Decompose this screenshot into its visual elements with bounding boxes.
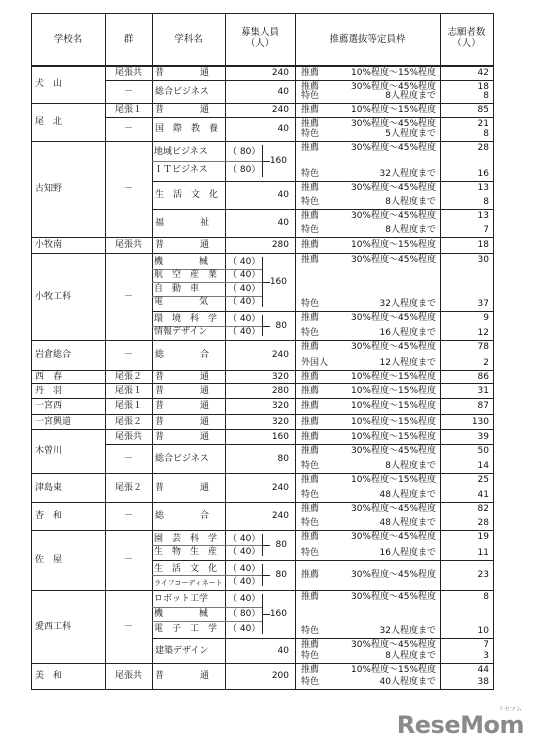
dept-name: 普 通 [155, 431, 210, 442]
applicant-count: 19 [477, 532, 489, 542]
dept-name: 機 械 [154, 256, 209, 267]
row-rule [152, 638, 493, 639]
quota-detail: 30%程度～45%程度 [350, 446, 436, 456]
quota-type: 特色 [301, 626, 320, 636]
quota-type: 推薦 [301, 665, 320, 675]
quota-detail: 30%程度～45%程度 [350, 82, 436, 92]
row-rule [31, 253, 493, 254]
quota-type: 特色 [301, 169, 320, 179]
dept-name: 普 通 [155, 671, 210, 681]
applicant-count: 39 [477, 431, 489, 442]
quota-detail: 10%程度～15%程度 [350, 416, 436, 427]
dept-name: 電 気 [154, 297, 209, 308]
school-name: 愛西工科 [35, 621, 72, 632]
dept-name: 生 活 文 化 [154, 563, 218, 574]
school-name: 一宮興道 [35, 416, 72, 427]
school-name: 西 春 [35, 371, 63, 382]
dept-capacity: （ 80） [228, 609, 261, 619]
school-name: 岩倉総合 [35, 350, 72, 360]
quota-detail: 30%程度～45%程度 [350, 119, 436, 129]
capacity-value: 40 [277, 218, 289, 228]
quota-detail: 30%程度～45%程度 [350, 183, 436, 193]
table-border-left [31, 13, 32, 689]
school-name: 小牧工科 [35, 291, 72, 302]
quota-detail: 16人程度まで [379, 328, 436, 338]
group-label: 尾張１ [114, 105, 142, 115]
school-name: 木曽川 [35, 446, 63, 456]
applicant-count: 37 [477, 299, 489, 309]
row-rule [31, 502, 493, 503]
quota-type: 推薦 [301, 592, 320, 602]
quota-type: 推薦 [301, 570, 320, 580]
row-rule [105, 444, 493, 445]
dept-capacity: （ 40） [228, 270, 261, 281]
applicant-count: 50 [477, 446, 489, 456]
dept-name: 地域ビジネス [154, 147, 208, 157]
applicant-count: 9 [483, 313, 489, 323]
quota-type: 特色 [301, 677, 320, 687]
column-rule [152, 13, 153, 689]
dept-name: 国 際 教 養 [155, 124, 219, 134]
quota-type: 外国人 [301, 358, 329, 368]
school-name: 美 和 [35, 671, 63, 681]
dept-capacity: （ 40） [228, 533, 261, 544]
dept-capacity: （ 40） [228, 546, 261, 557]
group-label: － [123, 453, 133, 464]
quota-detail: 10%程度～15%程度 [350, 431, 436, 442]
quota-type: 推薦 [301, 342, 320, 352]
quota-type: 特色 [301, 518, 320, 528]
dept-name: 普 通 [155, 67, 210, 78]
quota-type: 特色 [301, 129, 320, 139]
school-name: 杏 和 [35, 511, 63, 521]
group-label: 尾張２ [114, 416, 142, 427]
applicant-count: 13 [477, 183, 489, 193]
quota-type: 推薦 [301, 475, 320, 485]
capacity-value: 160 [269, 609, 287, 619]
group-label: － [123, 124, 133, 134]
header-group: 群 [123, 34, 134, 45]
row-rule [31, 398, 493, 399]
row-rule [31, 429, 493, 430]
group-label: 尾張２ [114, 371, 142, 382]
quota-detail: 12人程度まで [379, 358, 436, 368]
capacity-value: 160 [269, 277, 287, 287]
applicant-count: 7 [483, 640, 489, 650]
quota-detail: 40人程度まで [379, 677, 436, 687]
quota-type: 推薦 [301, 119, 320, 129]
quota-type: 特色 [301, 461, 320, 471]
row-rule [152, 311, 493, 312]
row-rule [31, 383, 493, 384]
applicant-count: 78 [477, 342, 489, 352]
applicant-count: 16 [477, 169, 489, 179]
dept-sub-rule [152, 621, 262, 622]
capacity-value: 40 [277, 86, 289, 97]
applicant-count: 38 [477, 677, 489, 687]
row-rule [31, 340, 493, 341]
applicant-count: 23 [477, 570, 489, 580]
dept-name: 普 通 [155, 105, 210, 115]
school-name: 尾 北 [35, 117, 63, 127]
applicant-count: 42 [477, 67, 489, 78]
capacity-value: 280 [271, 240, 289, 250]
table-border-top [31, 13, 493, 14]
row-rule [31, 590, 493, 591]
dept-name: 環 境 科 学 [154, 314, 218, 325]
school-name: 一宮西 [35, 401, 63, 411]
capacity-value: 40 [277, 645, 289, 656]
dept-name: 園 芸 科 学 [154, 533, 218, 544]
applicant-count: 86 [477, 371, 489, 382]
quota-detail: 48人程度まで [379, 518, 436, 528]
school-name: 古知野 [35, 184, 63, 194]
capacity-value: 240 [271, 105, 289, 115]
dept-capacity: （ 80） [228, 165, 261, 175]
quota-type: 推薦 [301, 105, 320, 115]
applicant-count: 44 [477, 665, 489, 675]
applicant-count: 21 [477, 119, 489, 129]
dept-name: 建築デザイン [155, 645, 209, 656]
row-rule [31, 473, 493, 474]
capacity-value: 160 [271, 431, 289, 442]
quota-detail: 8人程度まで [385, 651, 436, 661]
dept-name: 生 活 文 化 [155, 190, 219, 200]
quota-detail: 10%程度～15%程度 [350, 67, 436, 78]
dept-name: 機 械 [154, 609, 209, 619]
dept-sub-rule [152, 161, 262, 162]
group-label: 尾張１ [114, 401, 142, 411]
quota-detail: 30%程度～45%程度 [350, 592, 436, 602]
dept-capacity: （ 40） [228, 297, 261, 308]
capacity-value: 200 [271, 671, 289, 681]
group-label: 尾張共 [114, 671, 142, 681]
quota-detail: 30%程度～45%程度 [350, 211, 436, 221]
dept-name: 普 通 [155, 401, 210, 411]
group-label: － [123, 621, 133, 632]
quota-detail: 32人程度まで [379, 626, 436, 636]
group-label: 尾張２ [114, 482, 142, 493]
dept-capacity: （ 40） [228, 314, 261, 325]
quota-detail: 30%程度～45%程度 [350, 342, 436, 352]
quota-detail: 30%程度～45%程度 [350, 532, 436, 542]
column-rule [440, 13, 441, 689]
school-name: 津島東 [35, 482, 63, 493]
row-rule [31, 237, 493, 238]
capacity-value: 280 [271, 385, 289, 396]
quota-detail: 8人程度まで [385, 91, 436, 101]
quota-type: 特色 [301, 548, 320, 558]
dept-name: ライフコーディネート [154, 578, 223, 587]
row-rule [31, 414, 493, 415]
applicant-count: 8 [483, 197, 489, 207]
row-rule [31, 663, 493, 664]
applicant-count: 12 [477, 328, 489, 338]
quota-type: 推薦 [301, 313, 320, 323]
quota-type: 推薦 [301, 143, 320, 153]
applicant-count: 8 [483, 129, 489, 139]
applicant-count: 41 [477, 490, 489, 500]
header-capacity: 募集人員 （人） [240, 27, 279, 49]
quota-type: 推薦 [301, 211, 320, 221]
quota-detail: 48人程度まで [379, 490, 436, 500]
dept-capacity: （ 80） [228, 147, 261, 157]
group-label: 尾張共 [114, 67, 142, 78]
column-rule [295, 13, 296, 689]
group-label: － [123, 350, 133, 360]
quota-type: 推薦 [301, 240, 320, 250]
dept-name: 電 子 工 学 [154, 623, 218, 634]
capacity-value: 40 [277, 124, 289, 134]
applicant-count: 25 [477, 475, 489, 485]
group-label: 尾張共 [114, 240, 142, 250]
logo-kana: リセマム [498, 706, 522, 713]
quota-detail: 8人程度まで [385, 461, 436, 471]
quota-detail: 10%程度～15%程度 [350, 240, 436, 250]
capacity-value: 160 [269, 156, 287, 166]
applicant-count: 8 [483, 592, 489, 602]
group-label: － [123, 291, 133, 302]
applicant-count: 14 [477, 461, 489, 471]
quota-detail: 30%程度～45%程度 [350, 143, 436, 153]
quota-detail: 10%程度～15%程度 [350, 385, 436, 396]
capacity-value: 80 [275, 320, 287, 331]
dept-name: 福 祉 [155, 218, 210, 228]
quota-type: 推薦 [301, 67, 320, 78]
applicant-count: 30 [477, 255, 489, 265]
header-school: 学校名 [53, 34, 83, 45]
dept-name: 航 空 産 業 [154, 270, 218, 281]
applicant-count: 28 [477, 518, 489, 528]
school-name: 丹 羽 [35, 385, 63, 396]
quota-detail: 10%程度～15%程度 [350, 475, 436, 485]
dept-name: 普 通 [155, 385, 210, 396]
dept-name: ＩＴビジネス [154, 165, 208, 175]
quota-type: 推薦 [301, 446, 320, 456]
quota-type: 推薦 [301, 431, 320, 442]
row-rule [31, 103, 493, 104]
group-label: － [123, 86, 133, 97]
dept-name: 普 通 [155, 240, 210, 250]
row-rule [105, 117, 493, 118]
dept-name: 総合ビジネス [155, 86, 209, 97]
capacity-value: 80 [275, 570, 287, 580]
dept-name: 普 通 [155, 416, 210, 427]
dept-capacity: （ 40） [228, 623, 261, 634]
quota-detail: 30%程度～45%程度 [350, 504, 436, 514]
quota-type: 推薦 [301, 532, 320, 542]
group-label: － [123, 184, 133, 194]
row-rule [152, 209, 493, 210]
group-label: 尾張１ [114, 385, 142, 396]
row-rule [31, 530, 493, 531]
applicant-count: 8 [483, 91, 489, 101]
quota-detail: 32人程度まで [379, 169, 436, 179]
dept-name: ロボット工学 [154, 594, 209, 605]
row-rule [31, 141, 493, 142]
capacity-value: 80 [277, 453, 289, 464]
row-rule [105, 80, 493, 81]
dept-name: 総 合 [155, 350, 210, 360]
quota-detail: 8人程度まで [385, 225, 436, 235]
quota-detail: 30%程度～45%程度 [350, 313, 436, 323]
capacity-value: 320 [271, 401, 289, 411]
header-dept: 学科名 [174, 34, 203, 45]
applicant-count: 87 [477, 401, 489, 411]
quota-type: 特色 [301, 299, 320, 309]
applicant-count: 10 [477, 626, 489, 636]
school-name: 小牧南 [35, 240, 63, 250]
quota-type: 特色 [301, 651, 320, 661]
dept-name: 情報デザイン [154, 326, 208, 337]
quota-detail: 8人程度まで [385, 197, 436, 207]
row-rule [152, 181, 493, 182]
quota-type: 推薦 [301, 82, 320, 92]
header-quota: 推薦選抜等定員枠 [329, 34, 406, 45]
applicant-count: 130 [471, 416, 489, 427]
capacity-value: 320 [271, 416, 289, 427]
applicant-count: 28 [477, 143, 489, 153]
capacity-value: 240 [271, 511, 289, 521]
dept-sub-rule [152, 607, 262, 608]
dept-capacity: （ 40） [228, 576, 261, 587]
dept-name: 普 通 [155, 371, 210, 382]
quota-detail: 10%程度～15%程度 [350, 665, 436, 675]
capacity-value: 320 [271, 371, 289, 382]
applicant-count: 31 [477, 385, 489, 396]
dept-name: 普 通 [155, 482, 210, 493]
dept-name: 生 物 生 産 [154, 546, 218, 557]
group-label: 尾張共 [114, 431, 142, 442]
quota-type: 特色 [301, 197, 320, 207]
quota-type: 特色 [301, 91, 320, 101]
school-name: 佐 屋 [35, 555, 63, 565]
quota-type: 特色 [301, 490, 320, 500]
row-rule [152, 560, 493, 561]
quota-detail: 30%程度～45%程度 [350, 255, 436, 265]
capacity-value: 240 [271, 482, 289, 493]
applicant-count: 85 [477, 105, 489, 115]
quota-detail: 10%程度～15%程度 [350, 401, 436, 411]
quota-type: 推薦 [301, 183, 320, 193]
applicant-count: 7 [483, 225, 489, 235]
header-applicants: 志願者数 （人） [447, 27, 486, 49]
capacity-value: 40 [277, 190, 289, 200]
applicant-count: 13 [477, 211, 489, 221]
quota-type: 推薦 [301, 401, 320, 411]
quota-detail: 32人程度まで [379, 299, 436, 309]
school-name: 犬 山 [35, 79, 63, 89]
capacity-value: 240 [271, 350, 289, 360]
quota-type: 推薦 [301, 385, 320, 396]
capacity-value: 80 [275, 540, 287, 550]
quota-detail: 30%程度～45%程度 [350, 570, 436, 580]
applicant-count: 18 [477, 240, 489, 250]
quota-type: 特色 [301, 328, 320, 338]
dept-capacity: （ 40） [228, 326, 261, 337]
applicant-count: 11 [477, 548, 489, 558]
dept-name: 総合ビジネス [155, 453, 209, 464]
group-label: － [123, 555, 133, 565]
dept-capacity: （ 40） [228, 594, 261, 605]
quota-detail: 10%程度～15%程度 [350, 105, 436, 115]
resemom-logo: ReseMom [396, 711, 524, 739]
applicant-count: 2 [483, 358, 489, 368]
applicant-count: 3 [483, 651, 489, 661]
dept-capacity: （ 40） [228, 283, 261, 294]
capacity-value: 240 [271, 67, 289, 78]
quota-detail: 5人程度まで [385, 129, 436, 139]
applicant-count: 18 [477, 82, 489, 92]
table-border-bottom [31, 689, 494, 690]
quota-type: 推薦 [301, 371, 320, 382]
quota-type: 推薦 [301, 504, 320, 514]
table-border-right [493, 13, 494, 689]
quota-type: 推薦 [301, 255, 320, 265]
quota-detail: 10%程度～15%程度 [350, 371, 436, 382]
dept-name: 総 合 [155, 511, 210, 521]
group-label: － [123, 511, 133, 521]
dept-capacity: （ 40） [228, 563, 261, 574]
applicant-count: 82 [477, 504, 489, 514]
quota-detail: 30%程度～45%程度 [350, 640, 436, 650]
dept-capacity: （ 40） [228, 256, 261, 267]
quota-type: 推薦 [301, 416, 320, 427]
quota-detail: 16人程度まで [379, 548, 436, 558]
dept-name: 自 動 車 [154, 283, 200, 294]
quota-type: 特色 [301, 225, 320, 235]
quota-type: 推薦 [301, 640, 320, 650]
